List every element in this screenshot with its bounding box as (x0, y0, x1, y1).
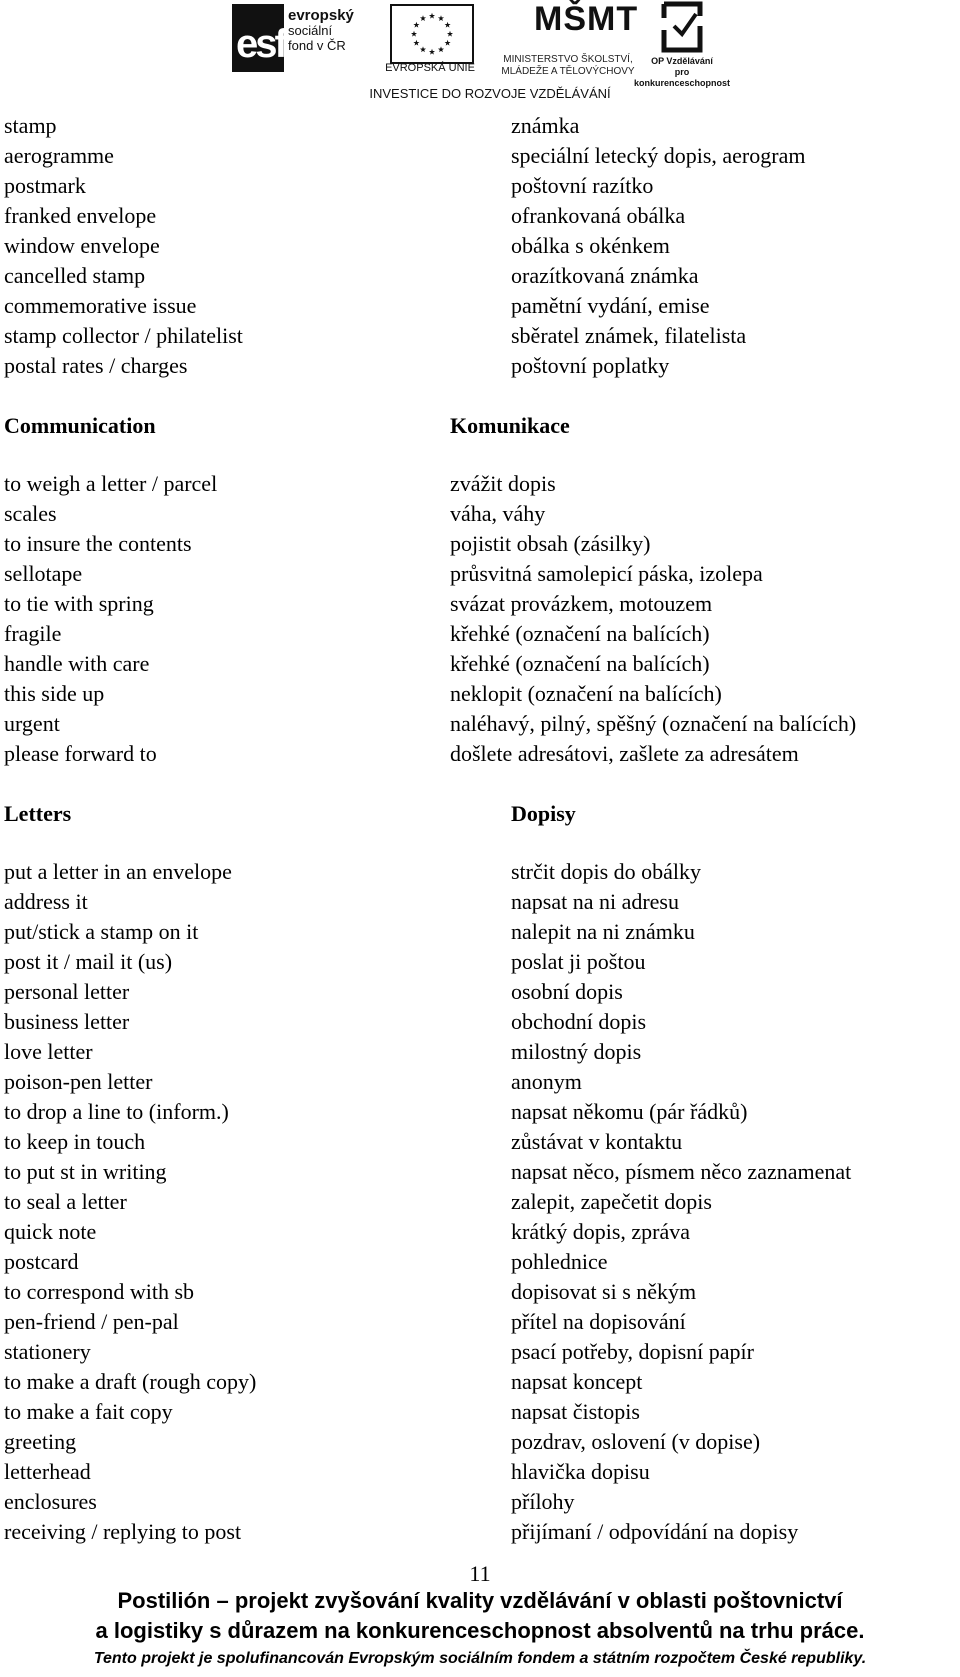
msmt-caption-2: MLÁDEŽE A TĚLOVÝCHOVY (501, 66, 635, 77)
term-cz: pojistit obsah (zásilky) (450, 531, 651, 556)
msmt-caption-1: MINISTERSTVO ŠKOLSTVÍ, (503, 54, 633, 65)
term-en: address it (4, 889, 88, 914)
term-en: enclosures (4, 1489, 97, 1514)
term-en: letterhead (4, 1459, 91, 1484)
term-en: to weigh a letter / parcel (4, 471, 218, 496)
op-caption-2: pro konkurenceschopnost (633, 67, 731, 88)
term-en: stationery (4, 1339, 91, 1364)
term-en: love letter (4, 1039, 93, 1064)
term-cz: krátký dopis, zpráva (511, 1219, 690, 1244)
term-en: to drop a line to (inform.) (4, 1099, 229, 1124)
term-en: franked envelope (4, 203, 157, 228)
eu-star-icon (420, 15, 426, 21)
term-en: cancelled stamp (4, 263, 146, 288)
term-cz: poštovní poplatky (511, 353, 670, 378)
term-en: sellotape (4, 561, 83, 586)
section-heading-cz: Dopisy (511, 801, 576, 826)
term-cz: napsat někomu (pár řádků) (511, 1099, 748, 1124)
term-cz: křehké (označení na balících) (450, 651, 710, 676)
esf-line-2: sociální (288, 23, 333, 38)
term-cz: pohlednice (511, 1249, 608, 1274)
msmt-logo (488, 0, 648, 76)
term-en: greeting (4, 1429, 77, 1454)
term-en: to keep in touch (4, 1129, 146, 1154)
term-cz: zalepit, zapečetit dopis (511, 1189, 712, 1214)
term-cz: pozdrav, oslovení (v dopise) (511, 1429, 761, 1454)
eu-star-icon (411, 31, 417, 37)
term-cz: napsat na ni adresu (511, 889, 679, 914)
term-cz: přijímaní / odpovídání na dopisy (511, 1519, 799, 1544)
op-caption-1: OP Vzdělávání (651, 56, 713, 66)
term-en: postmark (4, 173, 86, 198)
term-en: to seal a letter (4, 1189, 127, 1214)
term-en: to make a fait copy (4, 1399, 173, 1424)
term-cz: svázat provázkem, motouzem (450, 591, 713, 616)
term-cz: napsat čistopis (511, 1399, 640, 1424)
esf-line-1: evropský (288, 7, 354, 24)
term-cz: známka (511, 113, 580, 138)
term-en: to tie with spring (4, 591, 154, 616)
page-number: 11 (469, 1561, 491, 1586)
esf-mark: esf (236, 22, 285, 66)
term-cz: obálka s okénkem (511, 233, 670, 258)
section-heading-cz: Komunikace (450, 413, 570, 438)
eu-star-icon (445, 22, 451, 28)
term-en: stamp (4, 113, 57, 138)
term-cz: osobní dopis (511, 979, 623, 1004)
eu-star-icon (438, 46, 444, 52)
term-cz: psací potřeby, dopisní papír (511, 1339, 754, 1364)
term-cz: poštovní razítko (511, 173, 654, 198)
term-en: stamp collector / philatelist (4, 323, 243, 348)
term-en: handle with care (4, 651, 150, 676)
esf-line-3: fond v ČR (288, 38, 346, 53)
term-en: put/stick a stamp on it (4, 919, 199, 944)
esf-logo (232, 0, 357, 75)
eu-flag-logo (382, 0, 478, 76)
section-heading-en: Communication (4, 413, 156, 438)
term-en: please forward to (4, 741, 157, 766)
term-en: urgent (4, 711, 60, 736)
eu-star-icon (420, 46, 426, 52)
term-cz: naléhavý, pilný, spěšný (označení na balících) (450, 711, 857, 736)
term-cz: pamětní vydání, emise (511, 293, 710, 318)
term-cz: dopisovat si s někým (511, 1279, 697, 1304)
term-cz: ofrankovaná obálka (511, 203, 686, 228)
term-cz: sběratel známek, filatelista (511, 323, 747, 348)
term-cz: hlavička dopisu (511, 1459, 650, 1484)
term-cz: napsat koncept (511, 1369, 643, 1394)
term-en: quick note (4, 1219, 97, 1244)
term-en: scales (4, 501, 57, 526)
term-cz: váha, váhy (450, 501, 546, 526)
term-en: personal letter (4, 979, 130, 1004)
op-logo (630, 0, 734, 88)
term-en: to correspond with sb (4, 1279, 195, 1304)
term-en: window envelope (4, 233, 160, 258)
term-en: postal rates / charges (4, 353, 188, 378)
term-cz: přítel na dopisování (511, 1309, 686, 1334)
term-cz: křehké (označení na balících) (450, 621, 710, 646)
footer-line-3: Tento projekt je spolufinancován Evropským sociálním fondem a státním rozpočtem České republiky. (93, 1650, 867, 1667)
eu-star-icon (445, 40, 451, 46)
term-cz: přílohy (511, 1489, 575, 1514)
investice-tagline: INVESTICE DO ROZVOJE VZDĚLÁVÁNÍ (369, 86, 611, 101)
term-cz: strčit dopis do obálky (511, 859, 702, 884)
term-cz: zůstávat v kontaktu (511, 1129, 683, 1154)
term-cz: zvážit dopis (450, 471, 556, 496)
term-en: pen-friend / pen-pal (4, 1309, 179, 1334)
footer-line-1: Postilión – projekt zvyšování kvality vzdělávání v oblasti poštovnictví (117, 1588, 843, 1613)
term-en: poison-pen letter (4, 1069, 153, 1094)
term-en: to put st in writing (4, 1159, 167, 1184)
eu-stars-icon (392, 6, 472, 62)
section-heading-en: Letters (4, 801, 72, 826)
eu-star-icon (438, 15, 444, 21)
term-cz: průsvitná samolepicí páska, izolepa (450, 561, 763, 586)
term-cz: orazítkovaná známka (511, 263, 699, 288)
term-en: this side up (4, 681, 105, 706)
eu-caption: EVROPSKÁ UNIE (385, 62, 475, 74)
eu-star-icon (413, 22, 419, 28)
term-cz: neklopit (označení na balících) (450, 681, 722, 706)
term-en: commemorative issue (4, 293, 197, 318)
term-en: aerogramme (4, 143, 114, 168)
term-cz: nalepit na ni známku (511, 919, 695, 944)
op-emblem-icon (658, 0, 706, 54)
term-cz: anonym (511, 1069, 582, 1094)
term-en: receiving / replying to post (4, 1519, 242, 1544)
term-cz: poslat ji poštou (511, 949, 646, 974)
eu-star-icon (429, 49, 435, 55)
msmt-mark: MŠMT (534, 0, 639, 38)
eu-star-icon (429, 13, 435, 19)
term-en: fragile (4, 621, 62, 646)
term-en: to insure the contents (4, 531, 192, 556)
term-en: post it / mail it (us) (4, 949, 173, 974)
term-en: business letter (4, 1009, 130, 1034)
term-en: put a letter in an envelope (4, 859, 232, 884)
term-cz: speciální letecký dopis, aerogram (511, 143, 806, 168)
term-cz: milostný dopis (511, 1039, 642, 1064)
eu-star-icon (447, 31, 453, 37)
term-en: postcard (4, 1249, 79, 1274)
eu-star-icon (413, 40, 419, 46)
term-en: to make a draft (rough copy) (4, 1369, 257, 1394)
term-cz: obchodní dopis (511, 1009, 647, 1034)
term-cz: napsat něco, písmem něco zaznamenat (511, 1159, 852, 1184)
term-cz: došlete adresátovi, zašlete za adresátem (450, 741, 799, 766)
footer-line-2: a logistiky s důrazem na konkurenceschopnost absolventů na trhu práce. (95, 1618, 865, 1643)
